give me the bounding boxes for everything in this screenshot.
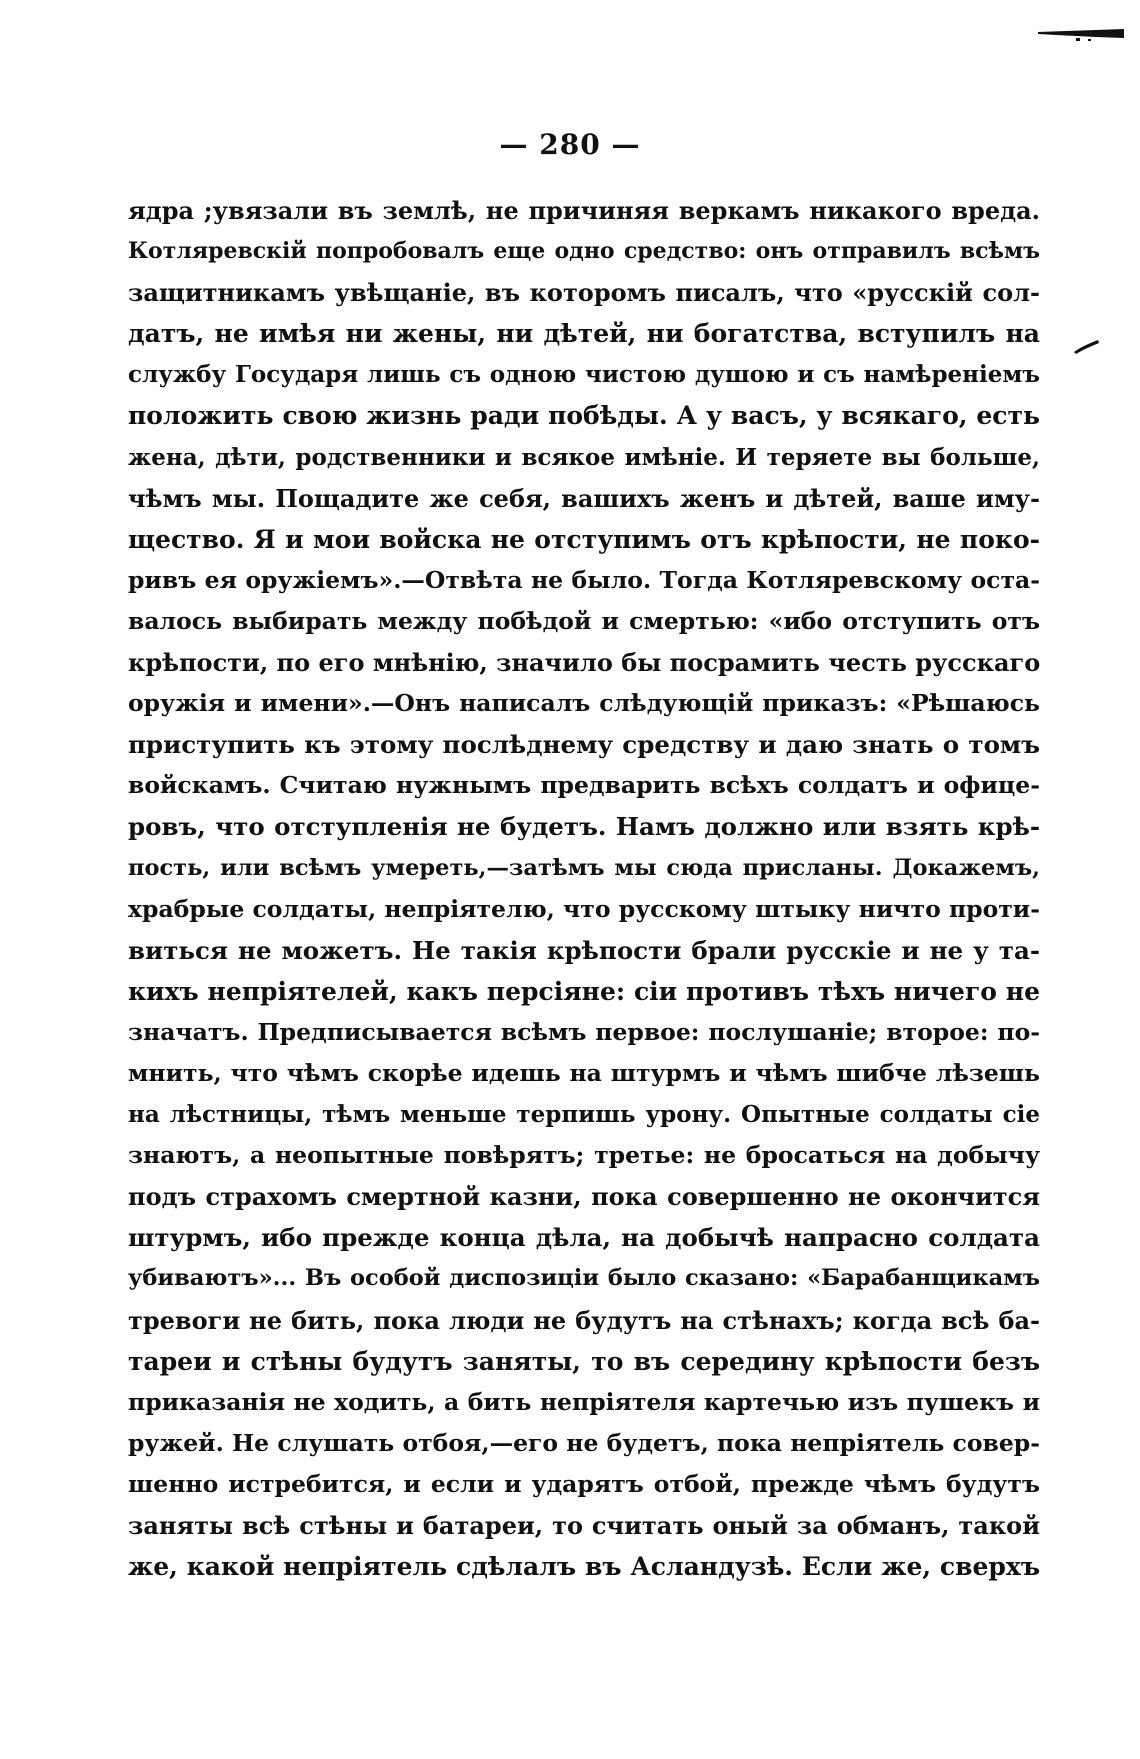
- text-line: приступить къ этому послѣднему средству и даю знать о томъ: [128, 730, 1040, 760]
- text-line: штурмъ, ибо прежде конца дѣла, на добычѣ напрасно солдата: [128, 1223, 1040, 1253]
- text-line: храбрые солдаты, непріятелю, что русскому штыку ничто проти-: [128, 894, 1040, 923]
- text-line: положить свою жизнь ради побѣды. А у васъ, у всякаго, есть: [128, 401, 1040, 431]
- text-line: валось выбирать между побѣдой и смертью: «ибо отступить отъ: [128, 606, 1040, 635]
- text-line: же, какой непріятель сдѣлалъ въ Асландузѣ. Если же, сверхъ: [128, 1552, 1040, 1582]
- text-line: службу Государя лишь съ одною чистою душою и съ намѣреніемъ: [128, 361, 1040, 389]
- text-line: ривъ ея оружіемъ».—Отвѣта не было. Тогда Котляревскому оста-: [128, 565, 1040, 594]
- text-line: знаютъ, а неопытные повѣрятъ; третье: не бросаться на добычу: [128, 1141, 1040, 1170]
- text-line: защитникамъ увѣщаніе, въ которомъ писалъ, что «русскій сол-: [128, 278, 1040, 308]
- text-line: кихъ непріятелей, какъ персіяне: сіи противъ тѣхъ ничего не: [128, 976, 1040, 1006]
- text-line: приказанія не ходить, а бить непріятеля картечью изъ пушекъ и: [128, 1387, 1040, 1416]
- text-line: шенно истребится, и если и ударятъ отбой, прежде чѣмъ будутъ: [128, 1469, 1040, 1498]
- ink-smudge-mark: [1036, 26, 1126, 42]
- text-line: тревоги не бить, пока люди не будутъ на стѣнахъ; когда всѣ ба-: [128, 1305, 1040, 1335]
- margin-ink-mark: [1072, 336, 1102, 356]
- body-text: [128, 190, 1040, 1587]
- text-line: щество. Я и мои войска не отступимъ отъ крѣпости, не поко-: [128, 524, 1040, 554]
- text-line: ружей. Не слушать отбоя,—его не будетъ, пока непріятель совер-: [128, 1428, 1040, 1457]
- text-line: убиваютъ»... Въ особой диспозиціи было сказано: «Барабанщикамъ: [128, 1265, 1040, 1292]
- text-line: значатъ. Предписывается всѣмъ первое: послушаніе; второе: по-: [128, 1017, 1040, 1046]
- text-line: войскамъ. Считаю нужнымъ предварить всѣхъ солдатъ и офице-: [128, 771, 1040, 800]
- text-line: жена, дѣти, родственники и всякое имѣніе. И теряете вы больше,: [128, 443, 1040, 471]
- text-line: крѣпости, по его мнѣнію, значило бы посрамить честь русскаго: [128, 648, 1041, 678]
- text-line: оружія и имени».—Онъ написалъ слѣдующій приказъ: «Рѣшаюсь: [128, 689, 1040, 718]
- text-line: Котляревскій попробовалъ еще одно средство: онъ отправилъ всѣмъ: [128, 238, 1040, 265]
- text-line: тареи и стѣны будутъ заняты, то въ середину крѣпости безъ: [128, 1346, 1040, 1376]
- text-line: чѣмъ мы. Пощадите же себя, вашихъ женъ и дѣтей, ваше иму-: [128, 483, 1040, 513]
- text-line: виться не можетъ. Не такія крѣпости брали русскіе и не у та-: [128, 935, 1040, 965]
- page-number: — 280 —: [499, 128, 641, 161]
- text-line: на лѣстницы, тѣмъ меньше терпишь урону. Опытные солдаты сіе: [128, 1101, 1040, 1129]
- text-line: ровъ, что отступленія не будетъ. Намъ должно или взять крѣ-: [128, 812, 1040, 842]
- text-line: пость, или всѣмъ умереть,—затѣмъ мы сюда присланы. Докажемъ,: [128, 854, 1040, 881]
- text-line: датъ, не имѣя ни жены, ни дѣтей, ни богатства, вступилъ на: [128, 319, 1040, 349]
- text-line: ядра ;увязали въ землѣ, не причиняя веркамъ никакого вреда.: [128, 196, 1040, 225]
- text-line: мнить, что чѣмъ скорѣе идешь на штурмъ и чѣмъ шибче лѣзешь: [128, 1058, 1040, 1087]
- text-line: подъ страхомъ смертной казни, пока совершенно не окончится: [128, 1182, 1040, 1212]
- text-line: заняты всѣ стѣны и батареи, то считать оный за обманъ, такой: [128, 1511, 1040, 1540]
